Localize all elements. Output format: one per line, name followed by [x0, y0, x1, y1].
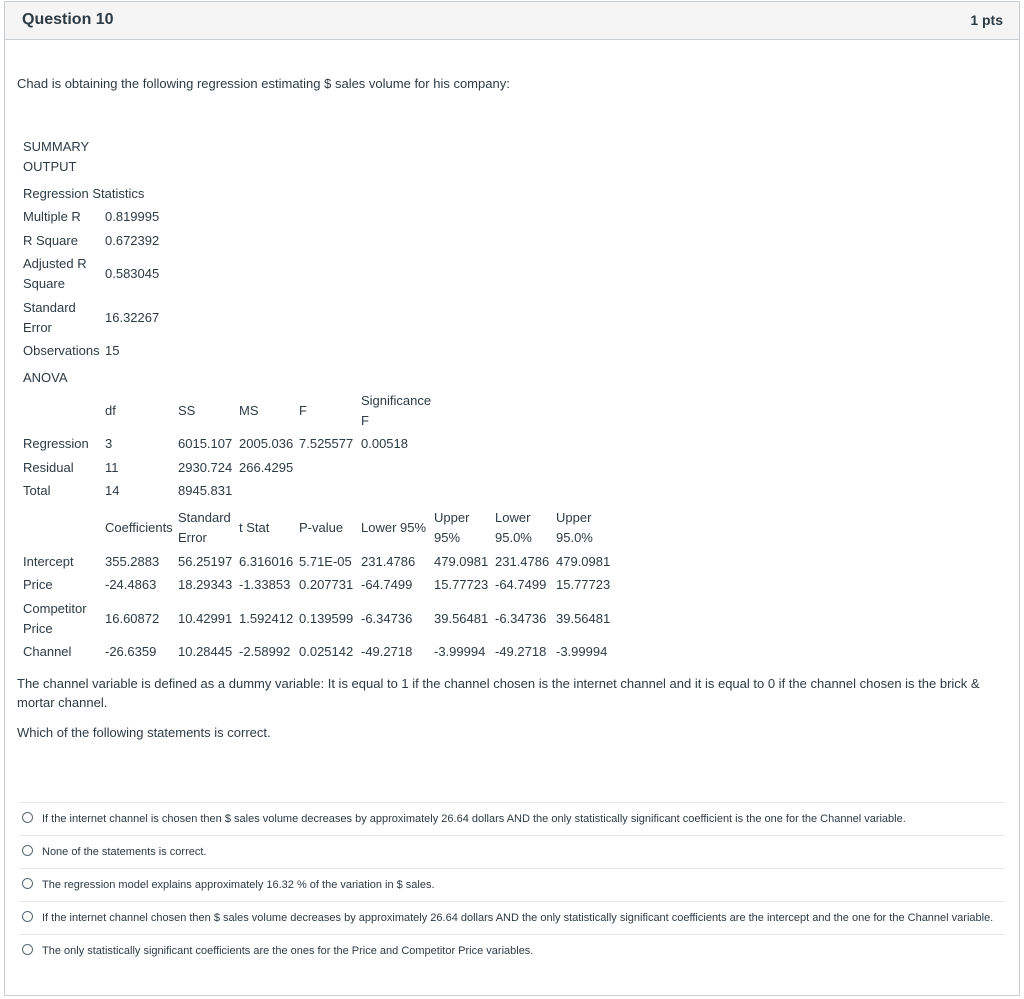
anova-row-label: Regression [23, 436, 89, 451]
coef-header-upper950-line2: 95.0% [556, 530, 593, 545]
coef-header-upper95-line2: 95% [434, 530, 461, 545]
stat-label-adj-r-line1: Adjusted R [23, 256, 87, 271]
stat-label-std-err-line1: Standard [23, 300, 76, 315]
anova-header-f: F [299, 403, 307, 418]
answer-option[interactable] [20, 802, 1004, 835]
answer-text: The regression model explains approximately 16.32 % of the variation in $ sales. [42, 879, 435, 891]
stat-value-multiple-r: 0.819995 [105, 209, 160, 224]
coef-cell-u95: 39.56481 [434, 611, 489, 626]
anova-row-label: Total [23, 483, 51, 498]
coef-header-upper95-line1: Upper [434, 510, 470, 525]
coef-cell-p: 0.025142 [299, 644, 354, 659]
stat-value-observations: 15 [105, 343, 120, 358]
coef-cell-l950: 231.4786 [495, 554, 550, 569]
question-points: 1 pts [970, 12, 1003, 28]
anova-cell-ss: 6015.107 [178, 436, 233, 451]
coef-cell-l950: -6.34736 [495, 611, 547, 626]
radio-button[interactable] [22, 878, 33, 889]
stat-label-adj-r-line2: Square [23, 276, 65, 291]
anova-header-sig-f-line2: F [361, 413, 369, 428]
answer-text: None of the statements is correct. [42, 846, 207, 858]
answer-text: If the internet channel is chosen then $ sales volume decreases by approximately 26.64 dollars AND the only statistically significant coefficient is the one for the Channel variable. [42, 813, 906, 825]
summary-output-line1: SUMMARY [23, 139, 90, 154]
anova-title: ANOVA [23, 370, 68, 385]
coef-cell-coef: -26.6359 [105, 644, 157, 659]
coef-header-p-value: P-value [299, 520, 344, 535]
coef-cell-coef: 355.2883 [105, 554, 160, 569]
anova-cell-sig: 0.00518 [361, 436, 408, 451]
coef-cell-se: 18.29343 [178, 577, 233, 592]
coef-cell-t: -2.58992 [239, 644, 291, 659]
stat-value-r-square: 0.672392 [105, 233, 160, 248]
coef-cell-coef: -24.4863 [105, 577, 157, 592]
stat-value-std-err: 16.32267 [105, 310, 160, 325]
stat-label-observations: Observations [23, 343, 100, 358]
answer-option[interactable] [20, 868, 1004, 901]
coef-header-lower950-line1: Lower [495, 510, 531, 525]
coef-cell-l95: -49.2718 [361, 644, 413, 659]
coef-row-label: Intercept [23, 554, 74, 569]
coef-cell-se: 56.25197 [178, 554, 233, 569]
question-header [5, 2, 1019, 40]
anova-header-sig-f-line1: Significance [361, 393, 432, 408]
coef-cell-u95: 15.77723 [434, 577, 489, 592]
coef-cell-u950: 479.0981 [556, 554, 611, 569]
stat-value-adj-r: 0.583045 [105, 266, 160, 281]
anova-cell-ss: 8945.831 [178, 483, 233, 498]
answer-option[interactable] [20, 934, 1004, 967]
regression-statistics-title: Regression Statistics [23, 186, 145, 201]
answer-text: If the internet channel chosen then $ sales volume decreases by approximately 26.64 dollars AND the only statistically significant coefficients are the intercept and the one for the Channel variable. [42, 912, 994, 924]
coef-header-std-err-line2: Error [178, 530, 207, 545]
coef-cell-l950: -49.2718 [495, 644, 547, 659]
coef-cell-u950: 39.56481 [556, 611, 611, 626]
answer-option[interactable] [20, 835, 1004, 868]
coef-cell-t: 1.592412 [239, 611, 294, 626]
anova-cell-df: 3 [105, 436, 113, 451]
coef-cell-p: 5.71E-05 [299, 554, 352, 569]
anova-header-ms: MS [239, 403, 259, 418]
question-prompt: Which of the following statements is correct. [17, 725, 271, 740]
radio-button[interactable] [22, 911, 33, 922]
coef-row-label: Price [23, 577, 53, 592]
anova-header-df: df [105, 403, 116, 418]
radio-button[interactable] [22, 845, 33, 856]
summary-output-line2: OUTPUT [23, 159, 77, 174]
coef-row-label-line1: Competitor [23, 601, 87, 616]
coef-cell-u950: -3.99994 [556, 644, 608, 659]
coef-cell-l950: -64.7499 [495, 577, 547, 592]
answer-text: The only statistically significant coefficients are the ones for the Price and Competitor Price variables. [42, 945, 534, 957]
anova-cell-df: 14 [105, 483, 120, 498]
coef-header-lower95: Lower 95% [361, 520, 427, 535]
radio-button[interactable] [22, 812, 33, 823]
answer-option[interactable] [20, 901, 1004, 934]
coef-cell-u950: 15.77723 [556, 577, 611, 592]
coef-cell-se: 10.28445 [178, 644, 233, 659]
coef-cell-l95: -6.34736 [361, 611, 413, 626]
coef-cell-u95: 479.0981 [434, 554, 489, 569]
coef-row-label: Channel [23, 644, 72, 659]
stat-label-multiple-r: Multiple R [23, 209, 81, 224]
answer-list [20, 802, 1004, 967]
anova-cell-ms: 2005.036 [239, 436, 294, 451]
coef-header-upper950-line1: Upper [556, 510, 592, 525]
coef-cell-p: 0.207731 [299, 577, 354, 592]
question-title: Question 10 [22, 11, 114, 28]
coef-cell-l95: 231.4786 [361, 554, 416, 569]
anova-row-label: Residual [23, 460, 74, 475]
anova-cell-ms: 266.4295 [239, 460, 294, 475]
anova-cell-f: 7.525577 [299, 436, 354, 451]
stat-label-std-err-line2: Error [23, 320, 52, 335]
anova-cell-df: 11 [105, 460, 119, 475]
coef-header-coefficients: Coefficients [105, 520, 173, 535]
anova-header-ss: SS [178, 403, 196, 418]
stat-label-r-square: R Square [23, 233, 78, 248]
coef-header-lower950-line2: 95.0% [495, 530, 532, 545]
coef-cell-t: -1.33853 [239, 577, 291, 592]
coef-cell-coef: 16.60872 [105, 611, 160, 626]
coef-row-label-line2: Price [23, 621, 53, 636]
coef-cell-se: 10.42991 [178, 611, 233, 626]
dummy-variable-note: The channel variable is defined as a dummy variable: It is equal to 1 if the channel chosen is the internet channel and it is equal to 0 if the channel chosen is the brick & mortar channel. [17, 676, 980, 710]
radio-button[interactable] [22, 944, 33, 955]
coef-cell-p: 0.139599 [299, 611, 354, 626]
coef-cell-u95: -3.99994 [434, 644, 486, 659]
anova-cell-ss: 2930.724 [178, 460, 233, 475]
coef-cell-t: 6.316016 [239, 554, 294, 569]
coef-header-t-stat: t Stat [239, 520, 270, 535]
question-intro: Chad is obtaining the following regression estimating $ sales volume for his company: [17, 76, 510, 91]
coef-header-std-err-line1: Standard [178, 510, 231, 525]
coef-cell-l95: -64.7499 [361, 577, 413, 592]
